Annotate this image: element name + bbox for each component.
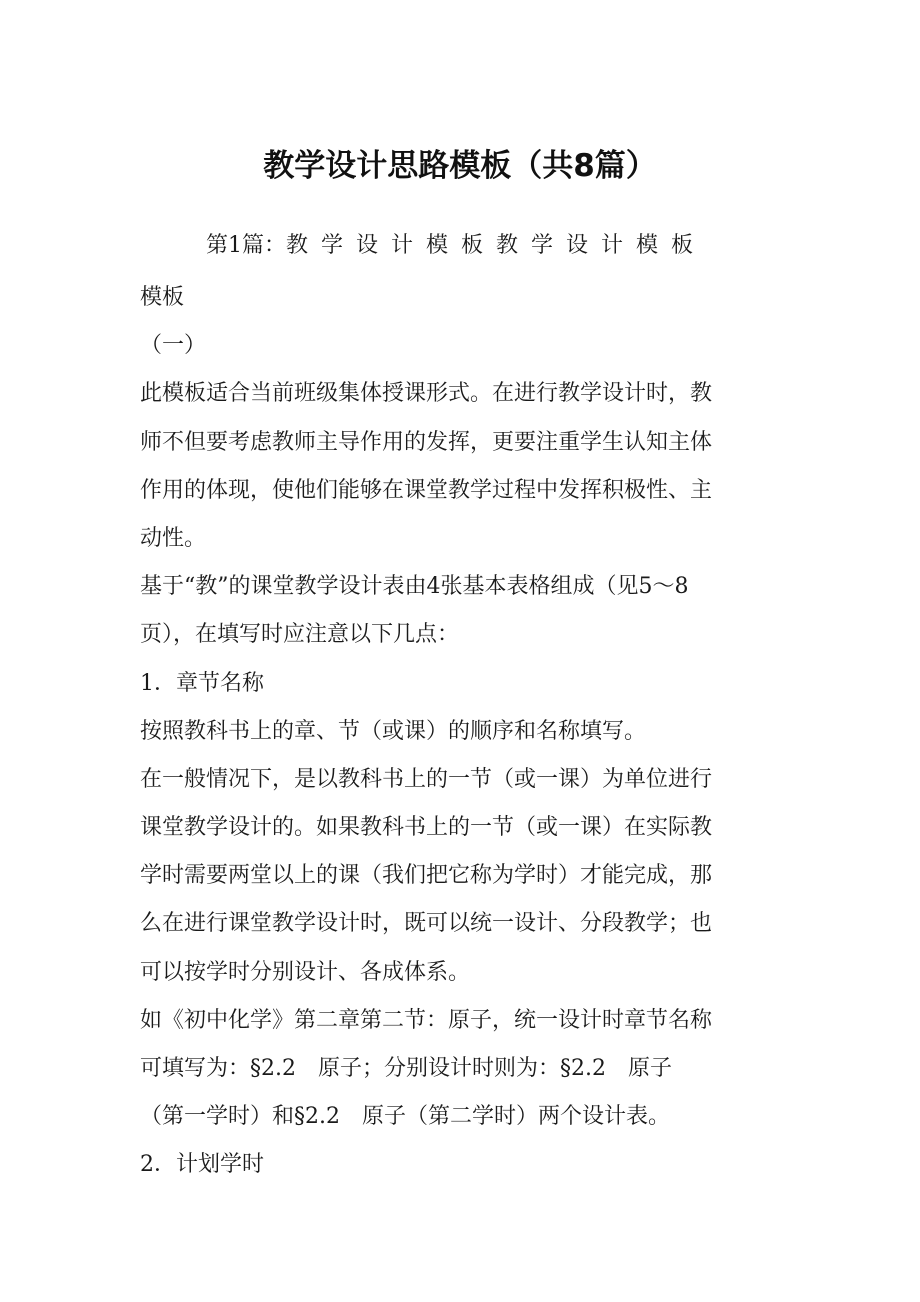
text-line: 在一般情况下，是以教科书上的一节（或一课）为单位进行 [140, 766, 713, 792]
text-line: 作用的体现，使他们能够在课堂教学过程中发挥积极性、主 [140, 477, 713, 503]
text-line: 此模板适合当前班级集体授课形式。在进行教学设计时，教 [140, 381, 713, 407]
text-line: 按照教科书上的章、节（或课）的顺序和名称填写。 [140, 718, 647, 744]
text-line: （一） [140, 333, 207, 359]
text-line: 师不但要考虑教师主导作用的发挥，更要注重学生认知主体 [140, 429, 713, 455]
document-title: 教学设计思路模板（共8篇） [263, 148, 657, 184]
text-line: 动性。 [140, 525, 207, 551]
text-line: 1．章节名称 [140, 670, 264, 696]
text-line: 页），在填写时应注意以下几点： [140, 622, 460, 648]
document-body [140, 274, 790, 1190]
section-heading [206, 227, 706, 265]
text-line: 课堂教学设计的。如果教科书上的一节（或一课）在实际教 [140, 815, 713, 841]
text-line: 可填写为：§2.2 原子；分别设计时则为：§2.2 原子 [140, 1056, 672, 1081]
text-line: 2．计划学时 [140, 1152, 264, 1178]
text-line: 如《初中化学》第二章第二节：原子，统一设计时章节名称 [140, 1007, 713, 1033]
text-line: 么在进行课堂教学设计时，既可以统一设计、分段教学；也 [140, 911, 713, 937]
section-heading-spaced-text: 教学设计模板教学设计模板 [286, 233, 707, 258]
text-line: 模板 [140, 285, 185, 310]
text-line: （第一学时）和§2.2 原子（第二学时）两个设计表。 [140, 1104, 670, 1130]
text-line: 可以按学时分别设计、各成体系。 [140, 959, 471, 985]
text-line: 基于“教”的课堂教学设计表由4张基本表格组成（见5～8 [140, 574, 689, 600]
text-line: 学时需要两堂以上的课（我们把它称为学时）才能完成，那 [140, 863, 713, 889]
section-heading-prefix: 第1篇： [206, 233, 286, 258]
